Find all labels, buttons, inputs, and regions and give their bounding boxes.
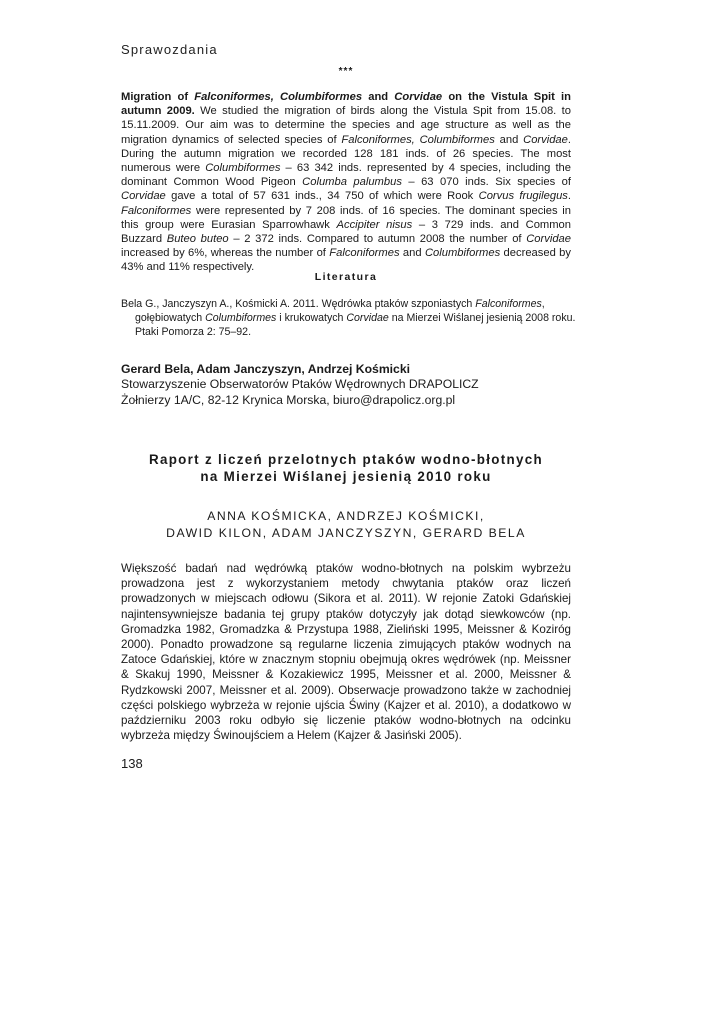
summary-title-part: and	[362, 91, 395, 103]
running-head: Sprawozdania	[121, 42, 218, 57]
contributor-organization: Stowarzyszenie Obserwatorów Ptaków Wędrownych DRAPOLICZ	[121, 377, 479, 392]
report-authors	[121, 508, 571, 541]
report-body-paragraph: Większość badań nad wędrówką ptaków wodno-błotnych na polskim wybrzeżu prowadzona jest z wykorzystaniem metody chwytania ptaków oraz liczeń prowadzonych w miejscach odłowu (Sikora et al. 2011). W rejonie Zatoki Gdańskiej najintensywniejsze badania tej grupy ptaków dotyczyły jak dotąd siewkowców (np. Gromadzka 1982, Gromadzka & Przystupa 1988, Zieliński 1995, Meissner & Koziróg 2000). Ponadto prowadzone są regularne liczenia zimujących ptaków wodnych na Zatoce Gdańskiej, które w znacznym stopniu obejmują okres wędrówek (np. Meissner & Skakuj 1990, Meissner & Kozakiewicz 1995, Meissner et al. 2000, Meissner & Rydzkowski 2007, Meissner et al. 2009). Obserwacje prowadzono także w zachodniej części polskiego wybrzeża w rejonie ujścia Świny (Kajzer et al. 2010), a dodatkowo w październiku 2003 roku odbyło się liczenie ptaków wodno-błotnych na odcinku wybrzeża między Świnoujściem a Helem (Kajzer & Jasiński 2005).	[121, 562, 571, 743]
page-number: 138	[121, 756, 143, 771]
report-authors-line: DAWID KILON, ADAM JANCZYSZYN, GERARD BELA	[166, 525, 526, 540]
contributor-names: Gerard Bela, Adam Janczyszyn, Andrzej Kośmicki	[121, 362, 410, 376]
summary-title-part: on the Vistula Spit in autumn 2009.	[121, 91, 572, 118]
contributor-address: Żołnierzy 1A/C, 82-12 Krynica Morska, biuro@drapolicz.org.pl	[121, 392, 456, 407]
literature-heading: Literatura	[314, 271, 378, 283]
report-title-line: na Mierzei Wiślanej jesienią 2010 roku	[200, 469, 492, 484]
summary-title-part: Corvidae	[394, 91, 443, 103]
report-authors-line: ANNA KOŚMICKA, ANDRZEJ KOŚMICKI,	[207, 509, 485, 523]
reference-entry: Bela G., Janczyszyn A., Kośmicki A. 2011. Wędrówka ptaków szponiastych Falconiformes, gołębiowatych Columbiformes i krukowatych Corvidae na Mierzei Wiślanej jesienią 2008 roku. Ptaki Pomorza 2: 75–92.	[121, 298, 576, 339]
report-title-line: Raport z liczeń przelotnych ptaków wodno-błotnych	[148, 452, 543, 467]
english-summary: Migration of Falconiformes, Columbiformes and Corvidae on the Vistula Spit in autumn 2009. We studied the migration of birds along the Vistula Spit from 15.08. to 15.11.2009. Our aim was to determine the species and age structure as well as the migration dynamics of selected species of Falconiformes, Columbiformes and Corvidae. During the autumn migration we recorded 128 181 inds. of 26 species. The most numerous were Columbiformes – 63 342 inds. represented by 4 species, including the dominant Common Wood Pigeon Columba palumbus – 63 070 inds. Six species of Corvidae gave a total of 57 631 inds., 34 750 of which were Rook Corvus frugilegus. Falconiformes were represented by 7 208 inds. of 16 species. The dominant species in this group were Eurasian Sparrowhawk Accipiter nisus – 3 729 inds. and Common Buzzard Buteo buteo – 2 372 inds. Compared to autumn 2008 the number of Corvidae increased by 6%, whereas the number of Falconiformes and Columbiformes decreased by 43% and 11% respectively.	[121, 91, 572, 274]
report-title	[121, 451, 571, 485]
contributors-block	[121, 362, 571, 408]
summary-title-part: Migration of	[121, 91, 195, 103]
summary-title-part: Falconiformes, Columbiformes	[194, 91, 363, 103]
section-separator: ***	[338, 66, 354, 77]
